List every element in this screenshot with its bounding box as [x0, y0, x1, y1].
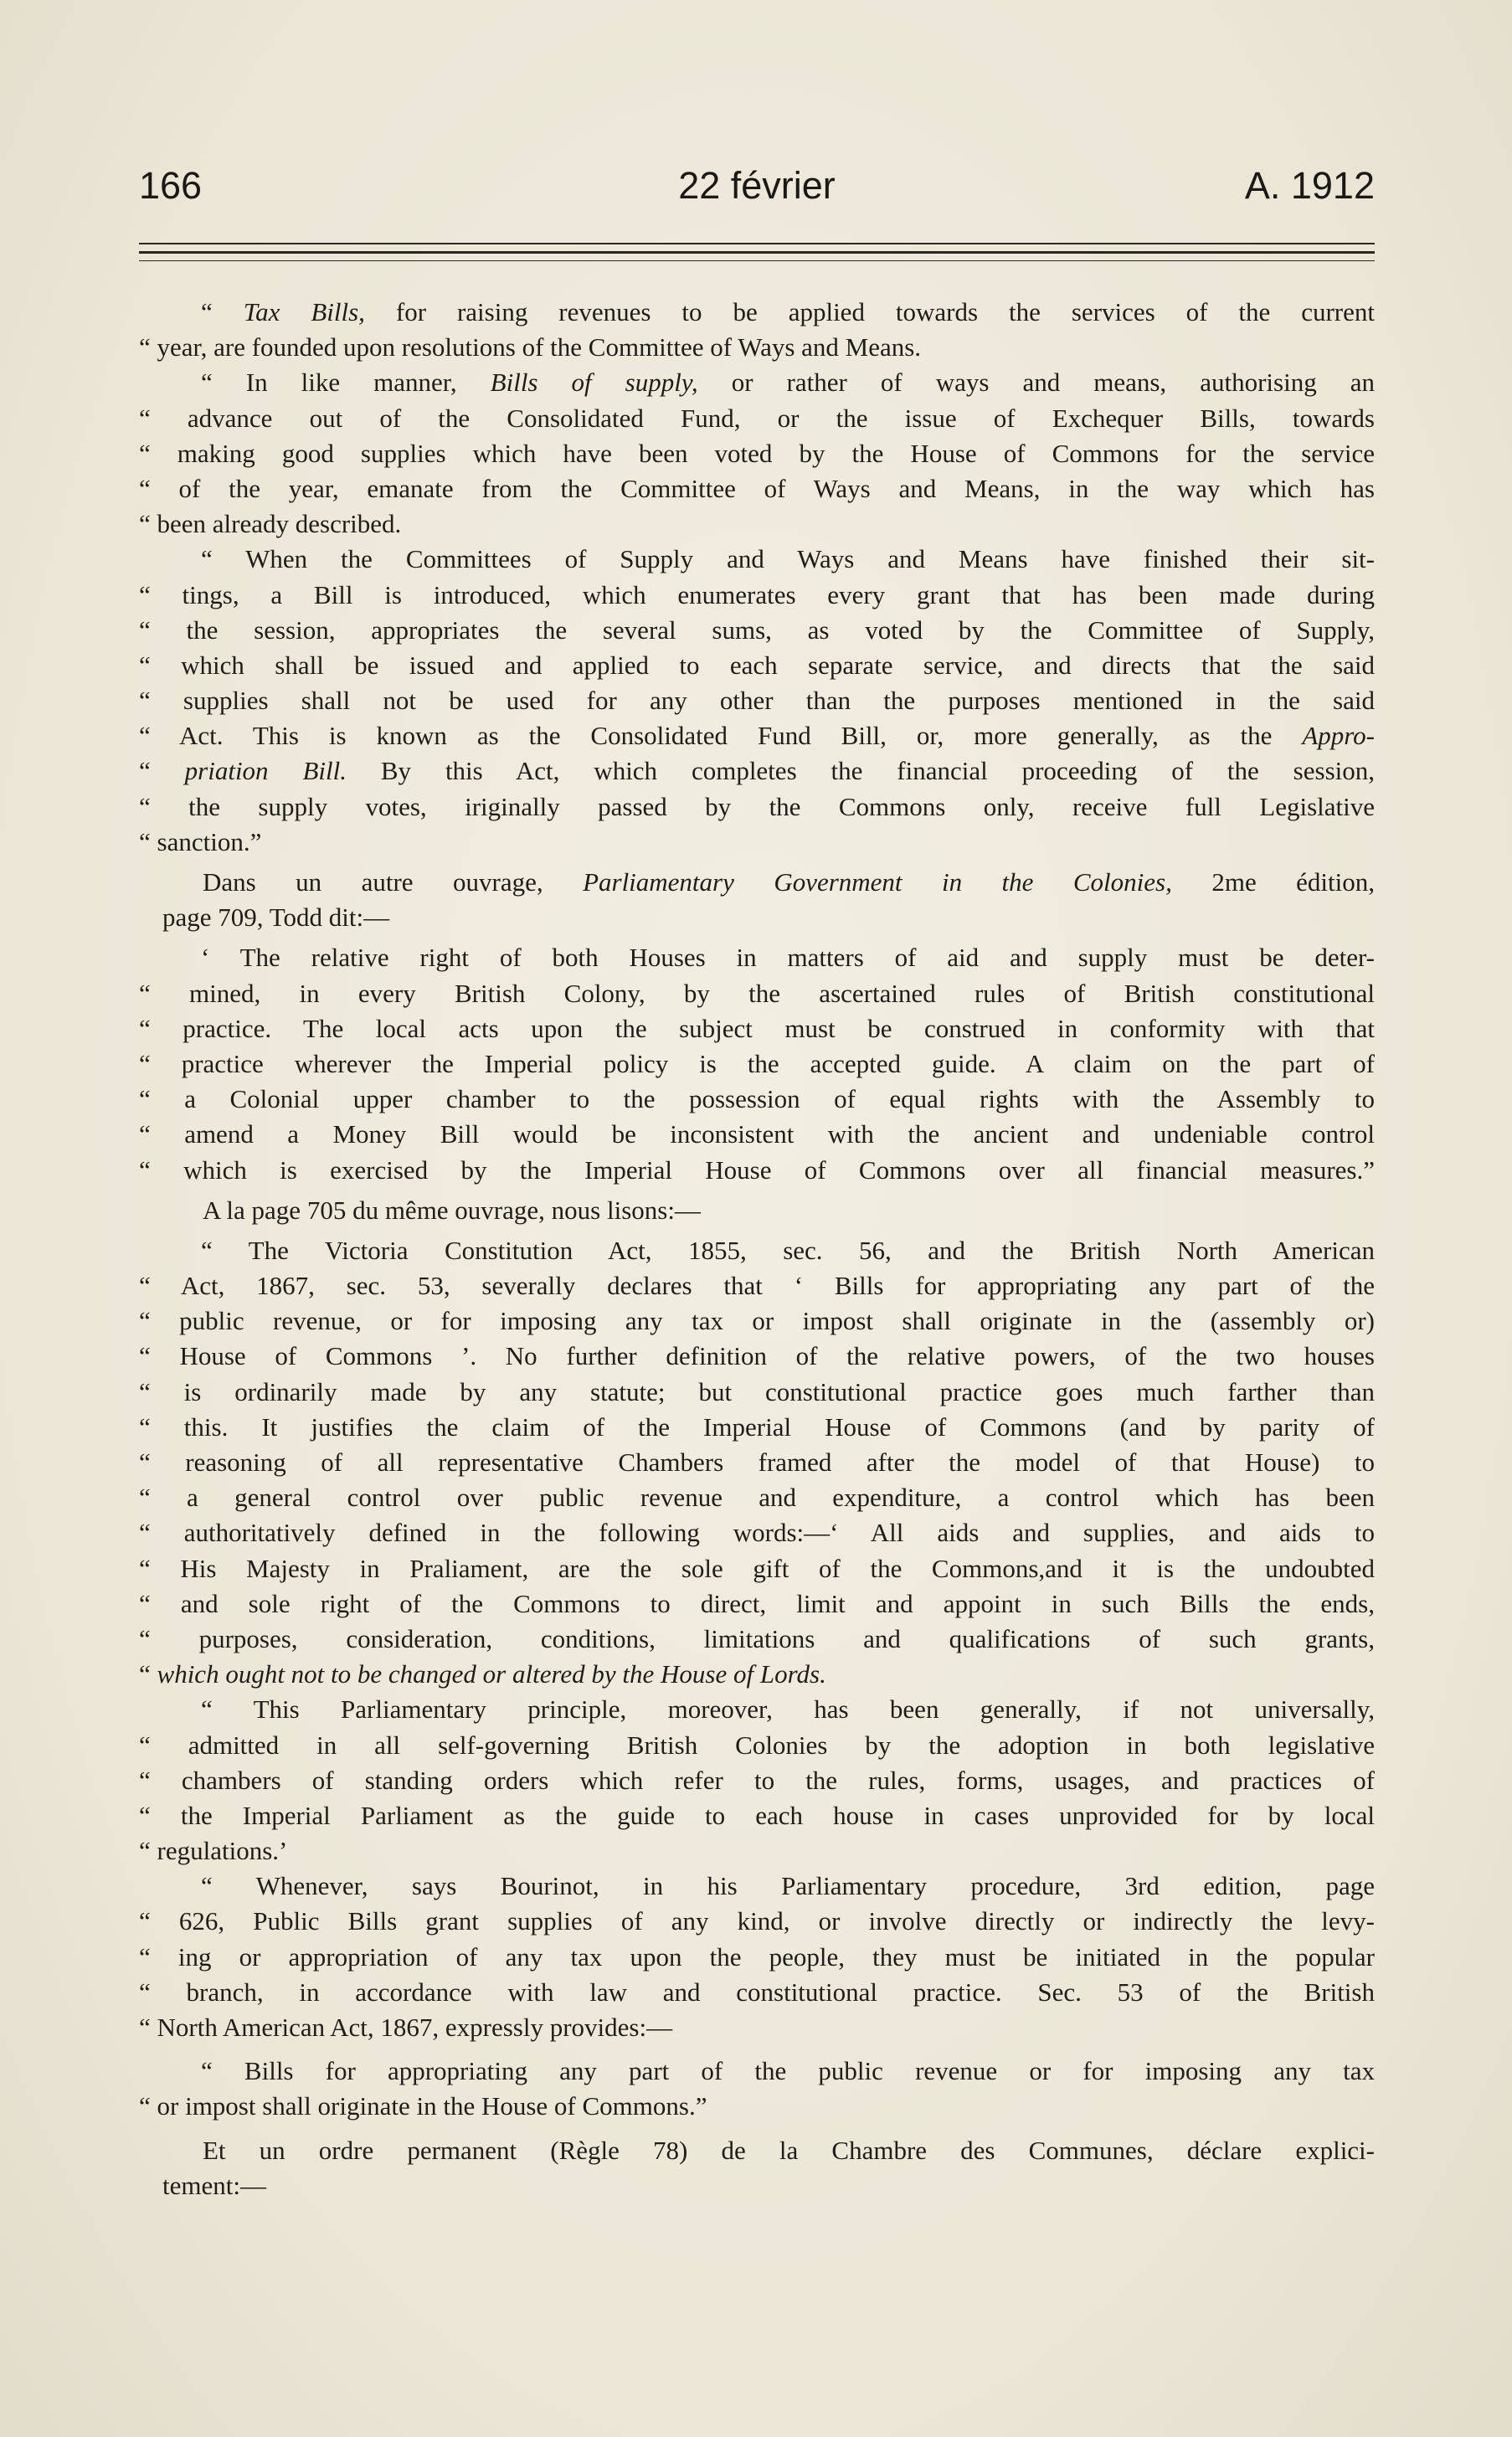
text-line	[139, 753, 1375, 789]
text-line	[139, 1046, 1375, 1082]
text-line	[201, 2054, 1375, 2089]
text-line	[139, 789, 1375, 825]
text-line	[139, 471, 1375, 506]
text-segment: “ supplies shall not be used for any other than the purposes mentioned in the said	[139, 686, 1375, 716]
text-line	[139, 1551, 1375, 1586]
text-segment: “ admitted in all self-governing British Colonies by the adoption in both legislative	[139, 1730, 1375, 1760]
text-segment: “ This Parliamentary principle, moreover, has been generally, if not universally,	[201, 1694, 1375, 1725]
text-segment: “ tings, a Bill is introduced, which enumerates every grant that has been made during	[139, 579, 1375, 609]
text-line	[139, 1728, 1375, 1763]
text-segment: “ a general control over public revenue and expenditure, a control which has been	[139, 1483, 1375, 1513]
text-line	[139, 825, 1375, 860]
text-segment: “ practice wherever the Imperial policy is the accepted guide. A claim on the part of	[139, 1048, 1375, 1078]
text-segment: “ North American Act, 1867, expressly provides:—	[139, 2013, 673, 2042]
text-segment: “ making good supplies which have been voted by the House of Commons for the service	[139, 438, 1375, 468]
text-segment: “ the supply votes, iriginally passed by the Commons only, receive full Legislative	[139, 791, 1375, 821]
text-line	[139, 976, 1375, 1011]
text-segment: “ the session, appropriates the several sums, as voted by the Committee of Supply,	[139, 614, 1375, 645]
page-number: 166	[139, 164, 203, 207]
text-line	[139, 648, 1375, 683]
text-line	[139, 1375, 1375, 1410]
text-line	[139, 1303, 1375, 1339]
text-line	[162, 2168, 1375, 2203]
text-line	[139, 1339, 1375, 1374]
header-date: 22 février	[678, 164, 836, 207]
text-line	[139, 1586, 1375, 1622]
text-segment: “ been already described.	[139, 509, 402, 539]
text-segment: ‘ The relative right of both Houses in matters of aid and supply must be deter-	[201, 943, 1375, 973]
text-line	[162, 900, 1375, 935]
text-line	[139, 578, 1375, 613]
text-line	[139, 506, 1375, 542]
text-line	[201, 542, 1375, 577]
text-segment: “ The Victoria Constitution Act, 1855, sec. 56, and the British North American	[201, 1235, 1375, 1265]
text-segment: “ branch, in accordance with law and constitutional practice. Sec. 53 of the British	[139, 1977, 1375, 2007]
text-line	[139, 1833, 1375, 1869]
text-line	[139, 1480, 1375, 1515]
text-segment: page 709, Todd dit:—	[162, 902, 390, 933]
text-segment: “ advance out of the Consolidated Fund, or the issue of Exchequer Bills, towards	[139, 403, 1375, 433]
text-line	[139, 1153, 1375, 1188]
text-line	[139, 2010, 1375, 2045]
page-header	[139, 164, 1375, 214]
text-segment: “ which is exercised by the Imperial House of Commons over all financial measures.”	[139, 1154, 1375, 1185]
text-line	[201, 1233, 1375, 1268]
text-segment: “ reasoning of all representative Chambers framed after the model of that House) to	[139, 1447, 1375, 1477]
text-line	[139, 1798, 1375, 1833]
text-line	[139, 613, 1375, 648]
text-segment: “ purposes, consideration, conditions, limitations and qualifications of such grants,	[139, 1623, 1375, 1653]
text-line	[139, 1268, 1375, 1303]
text-segment: “ His Majesty in Praliament, are the sole gift of the Commons,and it is the undoubted	[139, 1553, 1375, 1583]
text-segment: “ of the year, emanate from the Committee of Ways and Means, in the way which has	[139, 473, 1375, 503]
text-line	[203, 1193, 1375, 1228]
italic-text: priation Bill.	[184, 756, 347, 786]
text-segment: Et un ordre permanent (Règle 78) de la Chambre des Communes, déclare explici-	[203, 2135, 1375, 2165]
text-segment: “ public revenue, or for imposing any tax or impost shall originate in the (assembly or)	[139, 1306, 1375, 1336]
text-line	[139, 1082, 1375, 1117]
text-segment: “ ing or appropriation of any tax upon the people, they must be initiated in the popular	[139, 1941, 1375, 1972]
text-segment: “ which shall be issued and applied to each separate service, and directs that the said	[139, 650, 1375, 680]
italic-text: Bills of supply,	[490, 368, 698, 398]
text-line	[139, 1975, 1375, 2010]
text-line	[139, 1904, 1375, 1939]
text-segment: “ the Imperial Parliament as the guide to each house in cases unprovided for by local	[139, 1800, 1375, 1830]
text-segment: “ Bills for appropriating any part of the public revenue or for imposing any tax	[201, 2056, 1375, 2086]
text-segment: “ When the Committees of Supply and Ways and Means have finished their sit-	[201, 544, 1375, 574]
text-line	[201, 1692, 1375, 1727]
text-segment: “ chambers of standing orders which refer to the rules, forms, usages, and practices of	[139, 1765, 1375, 1795]
italic-text: Appro-	[1302, 721, 1375, 751]
text-segment: By this Act, which completes the financial proceeding of the session,	[346, 756, 1375, 786]
text-line	[139, 718, 1375, 753]
text-line	[139, 1622, 1375, 1657]
text-line	[139, 1515, 1375, 1550]
text-segment: “	[139, 756, 185, 786]
text-segment: “ House of Commons ’. No further definition of the relative powers, of the two houses	[139, 1341, 1375, 1371]
text-line	[201, 295, 1375, 330]
text-segment: Dans un autre ouvrage,	[203, 867, 584, 897]
text-segment: “	[201, 297, 244, 326]
text-line	[139, 1410, 1375, 1445]
text-segment: tement:—	[162, 2170, 266, 2200]
text-segment: “	[139, 1659, 157, 1689]
header-rule-middle	[139, 251, 1375, 254]
text-line	[139, 330, 1375, 365]
text-line	[139, 683, 1375, 718]
text-line	[139, 401, 1375, 436]
text-segment: “ sanction.”	[139, 826, 262, 856]
text-segment: “ 626, Public Bills grant supplies of any kind, or involve directly or indirectly the levy-	[139, 1906, 1375, 1936]
italic-text: Parliamentary Government in the Colonies,	[583, 867, 1172, 897]
text-line	[139, 1657, 1375, 1692]
text-segment: “ or impost shall originate in the House of Commons.”	[139, 2091, 707, 2121]
text-line	[203, 865, 1375, 900]
text-segment: “ and sole right of the Commons to direct, limit and appoint in such Bills the ends,	[139, 1588, 1375, 1618]
text-segment: 2me édition,	[1171, 867, 1375, 897]
text-segment: “ Act. This is known as the Consolidated Fund Bill, or, more generally, as the	[139, 721, 1303, 751]
text-segment: “ year, are founded upon resolutions of the Committee of Ways and Means.	[139, 332, 922, 362]
italic-text: Tax Bills,	[243, 297, 365, 326]
text-line	[201, 365, 1375, 400]
text-segment: “ is ordinarily made by any statute; but constitutional practice goes much farther than	[139, 1376, 1375, 1406]
text-line	[139, 1117, 1375, 1152]
text-segment: or rather of ways and means, authorising an	[697, 368, 1375, 398]
text-segment: “ amend a Money Bill would be inconsistent with the ancient and undeniable control	[139, 1119, 1375, 1149]
text-line	[139, 1940, 1375, 1975]
text-line	[139, 1011, 1375, 1046]
text-segment: “ authoritatively defined in the following words:—‘ All aids and supplies, and aids to	[139, 1518, 1375, 1548]
text-segment: “ Whenever, says Bourinot, in his Parliamentary procedure, 3rd edition, page	[201, 1871, 1375, 1901]
text-segment: “ mined, in every British Colony, by the ascertained rules of British constitutional	[139, 978, 1375, 1008]
text-segment: “ this. It justifies the claim of the Imperial House of Commons (and by parity of	[139, 1411, 1375, 1442]
text-segment: “ regulations.’	[139, 1836, 288, 1866]
text-line	[139, 436, 1375, 471]
text-segment: A la page 705 du même ouvrage, nous lisons:—	[203, 1195, 701, 1225]
header-year: A. 1912	[1244, 164, 1375, 207]
text-line	[139, 1445, 1375, 1480]
text-segment: “ practice. The local acts upon the subject must be construed in conformity with that	[139, 1013, 1375, 1043]
text-segment: “ a Colonial upper chamber to the possession of equal rights with the Assembly to	[139, 1084, 1375, 1114]
text-line	[203, 2133, 1375, 2168]
text-line	[139, 1763, 1375, 1798]
text-line	[139, 2089, 1375, 2124]
text-segment: “ Act, 1867, sec. 53, severally declares that ‘ Bills for appropriating any part of the	[139, 1271, 1375, 1301]
header-rule-top	[139, 243, 1375, 244]
body-text	[0, 295, 1512, 2203]
text-line	[201, 1869, 1375, 1904]
italic-text: which ought not to be changed or altered by the House of Lords.	[157, 1659, 826, 1689]
text-line	[201, 940, 1375, 975]
header-rule-bottom	[139, 260, 1375, 261]
text-segment: “ In like manner,	[201, 368, 491, 398]
text-segment: for raising revenues to be applied towards the services of the current	[364, 297, 1375, 326]
